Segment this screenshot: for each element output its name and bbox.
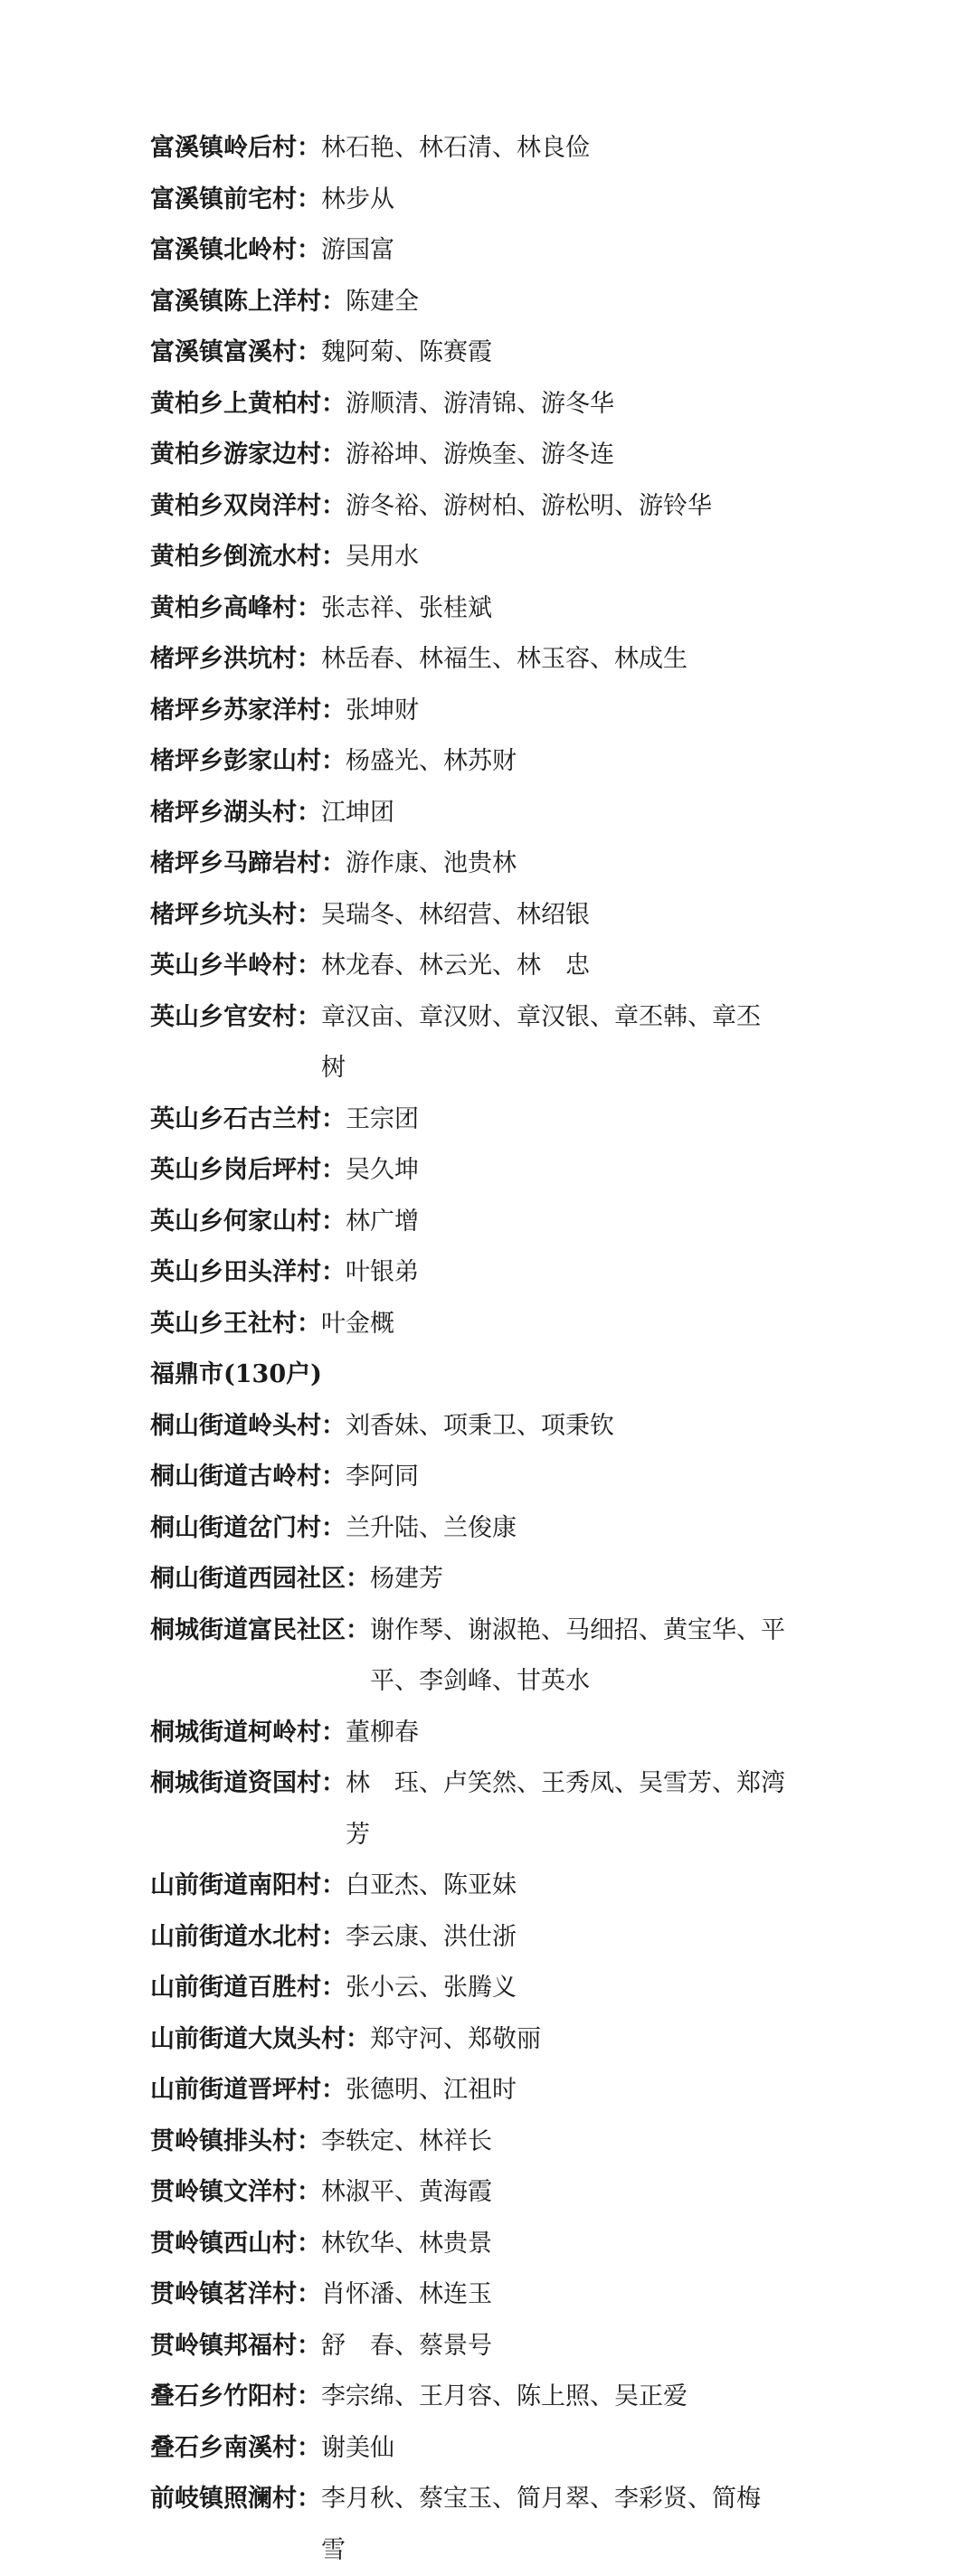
village-label: 富溪镇前宅村： [150,175,321,226]
village-entry [150,1554,923,1605]
household-names: 林广增 [346,1197,798,1248]
village-entry [150,1503,923,1555]
village-entry [150,1708,923,1759]
village-entry [150,277,923,328]
village-label: 贯岭镇排头村： [150,2117,321,2168]
village-label: 楮坪乡坑头村： [150,890,321,942]
household-names: 魏阿菊、陈赛霞 [321,327,773,379]
village-entry [150,1094,923,1146]
household-names: 陈建全 [346,277,798,328]
household-names: 林龙春、林云光、林 忠 [321,941,773,992]
village-label: 英山乡何家山村： [150,1197,346,1248]
household-names: 林淑平、黄海霞 [321,2167,773,2219]
village-entry [150,788,923,839]
household-names: 吴用水 [346,532,798,583]
village-label: 贯岭镇邦福村： [150,2321,321,2372]
household-names: 王宗团 [346,1094,798,1146]
village-entry [150,481,923,533]
village-entry [150,1145,923,1197]
household-names: 叶金概 [321,1299,773,1350]
household-names: 吴瑞冬、林绍营、林绍银 [321,890,773,942]
village-entry [150,2423,923,2475]
household-names: 张志祥、张桂斌 [321,583,773,635]
household-names: 游裕坤、游焕奎、游冬连 [346,430,798,481]
household-names: 游作康、池贵林 [346,838,798,890]
village-entry [150,2014,923,2066]
village-entry [150,583,923,635]
household-names: 林岳春、林福生、林玉容、林成生 [321,634,773,686]
village-entry [150,1197,923,1248]
village-entry [150,1861,923,1912]
village-entry [150,2117,923,2168]
village-entry [150,327,923,379]
village-label: 楮坪乡苏家洋村： [150,686,346,737]
village-entry [150,430,923,481]
village-entry [150,890,923,942]
village-entry [150,1401,923,1453]
village-entry [150,225,923,277]
household-names: 游国富 [321,225,773,277]
village-entry [150,1452,923,1503]
village-label: 楮坪乡马蹄岩村： [150,838,346,890]
household-names: 吴久坤 [346,1145,798,1197]
village-label: 叠石乡南溪村： [150,2423,321,2475]
household-names: 刘香妹、项秉卫、项秉钦 [346,1401,798,1453]
village-entry [150,2269,923,2321]
village-label: 英山乡王社村： [150,1299,321,1350]
village-entry [150,379,923,431]
village-entry [150,1605,923,1708]
household-names: 谢美仙 [321,2423,773,2475]
village-label: 富溪镇富溪村： [150,327,321,379]
village-label: 英山乡田头洋村： [150,1247,346,1299]
village-label: 英山乡半岭村： [150,941,321,992]
household-names: 江坤团 [321,788,773,839]
household-names: 张德明、江祖时 [346,2065,798,2117]
village-label: 叠石乡竹阳村： [150,2372,321,2423]
village-entry [150,941,923,992]
village-entry [150,736,923,788]
village-label: 桐城街道富民社区： [150,1605,370,1657]
village-label: 黄柏乡高峰村： [150,583,321,635]
village-label: 楮坪乡洪坑村： [150,634,321,686]
household-names: 李阿同 [346,1452,798,1503]
household-names: 林石艳、林石清、林良俭 [321,123,773,175]
village-label: 富溪镇北岭村： [150,225,321,277]
household-names: 李月秋、蔡宝玉、简月翠、李彩贤、简梅雪 [321,2474,773,2576]
village-label: 桐山街道古岭村： [150,1452,346,1503]
household-names: 舒 春、蔡景号 [321,2321,773,2372]
village-label: 山前街道水北村： [150,1912,346,1964]
village-list-part-2 [150,1401,923,2576]
household-names: 游顺清、游清锦、游冬华 [346,379,798,431]
village-entry [150,838,923,890]
household-names: 章汉亩、章汉财、章汉银、章丕韩、章丕树 [321,992,773,1094]
village-label: 山前街道百胜村： [150,1963,346,2014]
city-heading: 福鼎市(130户) [150,1350,923,1401]
household-names: 林钦华、林贵景 [321,2219,773,2270]
household-names: 谢作琴、谢淑艳、马细招、黄宝华、平平、李剑峰、甘英水 [370,1605,822,1708]
village-label: 贯岭镇茗洋村： [150,2269,321,2321]
household-names: 林步从 [321,175,773,226]
village-entry [150,686,923,737]
village-label: 富溪镇陈上洋村： [150,277,346,328]
village-entry [150,1963,923,2014]
village-label: 桐城街道资国村： [150,1758,346,1810]
household-names: 白亚杰、陈亚妹 [346,1861,798,1912]
village-label: 楮坪乡湖头村： [150,788,321,839]
village-entry [150,532,923,583]
household-names: 张小云、张腾义 [346,1963,798,2014]
household-names: 郑守河、郑敬丽 [370,2014,822,2066]
village-entry [150,1758,923,1861]
village-entry [150,2321,923,2372]
household-names: 兰升陆、兰俊康 [346,1503,798,1555]
village-label: 山前街道南阳村： [150,1861,346,1912]
village-label: 桐山街道岭头村： [150,1401,346,1453]
household-names: 叶银弟 [346,1247,798,1299]
village-list-part-1 [150,123,923,1350]
village-label: 前岐镇照澜村： [150,2474,321,2525]
household-names: 林 珏、卢笑然、王秀凤、吴雪芳、郑湾芳 [346,1758,798,1861]
village-label: 黄柏乡上黄柏村： [150,379,346,431]
village-label: 山前街道晋坪村： [150,2065,346,2117]
village-label: 黄柏乡双岗洋村： [150,481,346,533]
household-names: 杨建芳 [370,1554,822,1605]
village-entry [150,2167,923,2219]
village-label: 山前街道大岚头村： [150,2014,370,2066]
village-label: 英山乡岗后坪村： [150,1145,346,1197]
household-names: 李宗绵、王月容、陈上照、吴正爱 [321,2372,773,2423]
village-label: 桐山街道岔门村： [150,1503,346,1555]
household-names: 张坤财 [346,686,798,737]
village-label: 贯岭镇西山村： [150,2219,321,2270]
village-entry [150,992,923,1094]
household-names: 游冬裕、游树柏、游松明、游铃华 [346,481,798,533]
village-label: 富溪镇岭后村： [150,123,321,175]
household-names: 李轶定、林祥长 [321,2117,773,2168]
household-names: 肖怀潘、林连玉 [321,2269,773,2321]
village-entry [150,1912,923,1964]
village-entry [150,123,923,175]
village-entry [150,2219,923,2270]
village-label: 桐山街道西园社区： [150,1554,370,1605]
village-label: 英山乡官安村： [150,992,321,1044]
village-label: 贯岭镇文洋村： [150,2167,321,2219]
village-entry [150,2474,923,2576]
village-entry [150,634,923,686]
household-names: 董柳春 [346,1708,798,1759]
village-label: 英山乡石古兰村： [150,1094,346,1146]
village-label: 桐城街道柯岭村： [150,1708,346,1759]
village-entry [150,1299,923,1350]
household-names: 李云康、洪仕浙 [346,1912,798,1964]
village-label: 楮坪乡彭家山村： [150,736,346,788]
village-entry [150,1247,923,1299]
village-label: 黄柏乡游家边村： [150,430,346,481]
village-entry [150,2372,923,2423]
village-entry [150,2065,923,2117]
household-names: 杨盛光、林苏财 [346,736,798,788]
village-entry [150,175,923,226]
village-label: 黄柏乡倒流水村： [150,532,346,583]
